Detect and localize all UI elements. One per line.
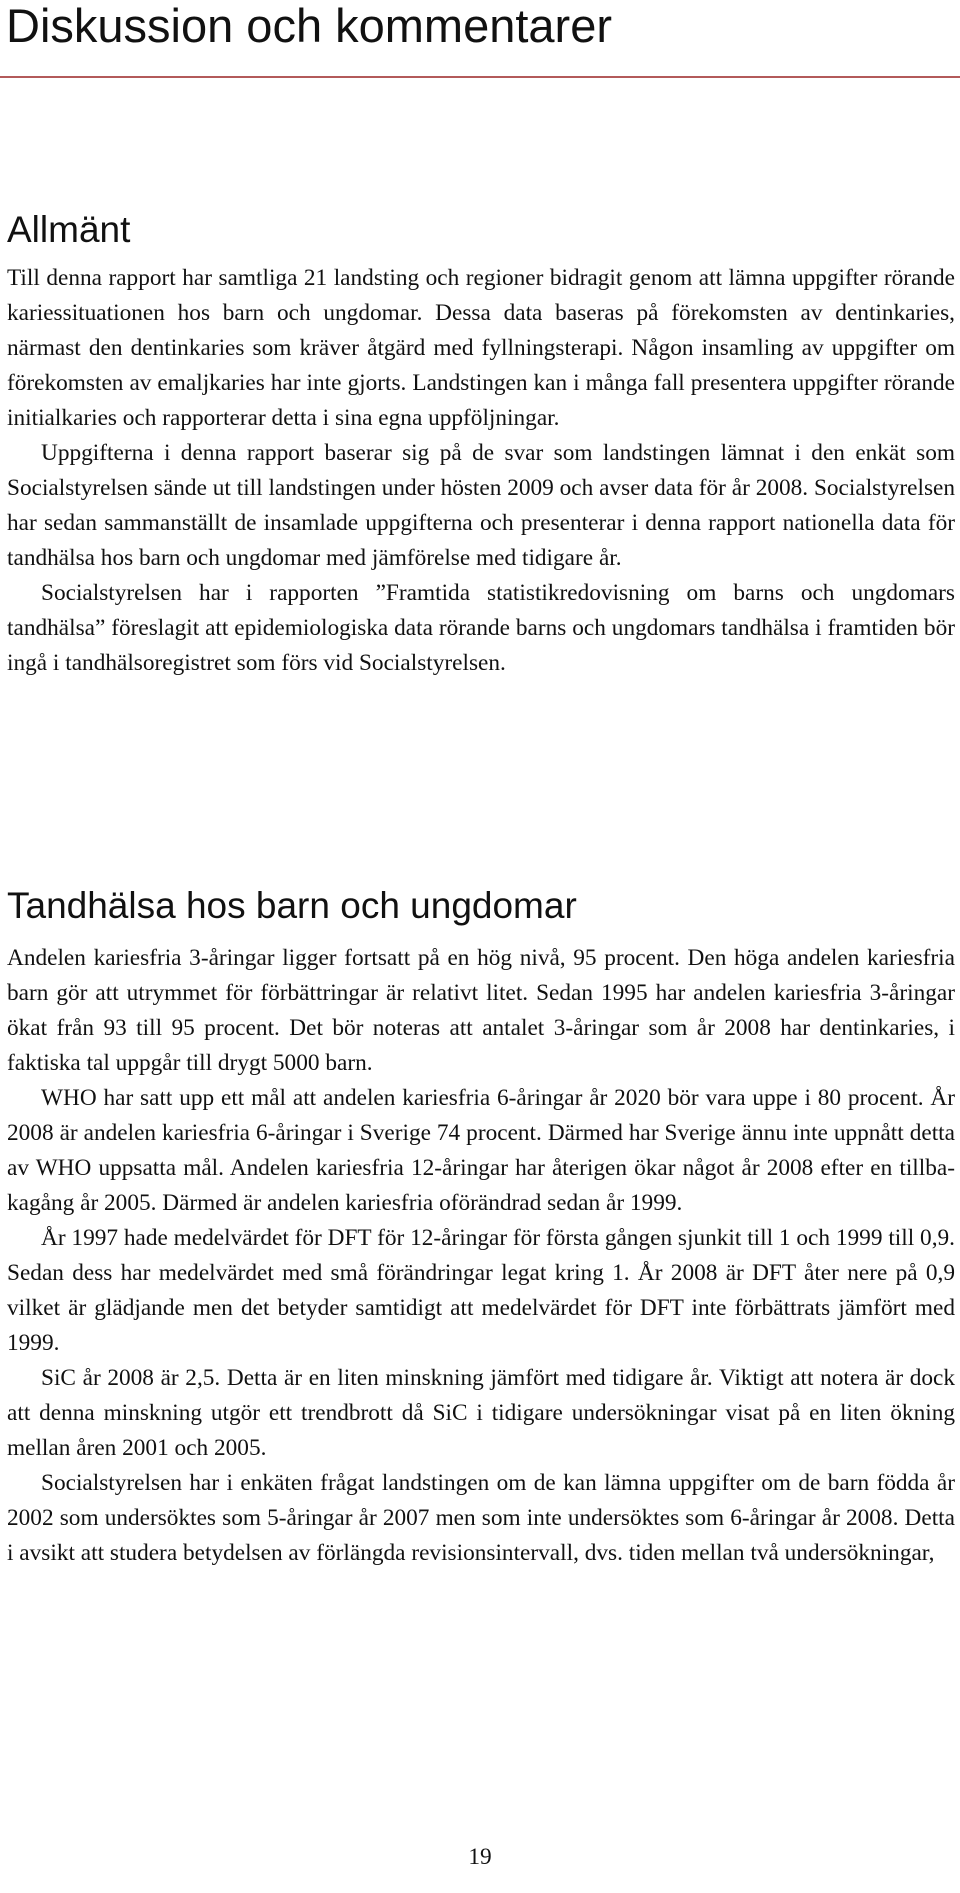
page-number: 19 bbox=[468, 1844, 492, 1870]
paragraph: Till denna rapport har samtliga 21 landsting och regioner bidragit genom att lämna uppgifter rörande kariessituationen hos barn och ungdomar. Dessa data baseras på förekomsten av dentinkaries, närmast den dentinkaries som kräver åtgärd med fyllningsterapi. Någon insamling av uppgifter om förekomsten av emaljkaries har inte gjorts. Landstingen kan i många fall presentera uppgifter rörande initialkaries och rapporterar detta i sina egna uppföljningar. bbox=[7, 265, 955, 431]
paragraph: Socialstyrelsen har i enkäten frågat landstingen om de kan lämna uppgifter om de barn födda år 2002 som undersöktes som 5-åringar år 2007 men som inte undersöktes som 6-åringar år 2008. Detta i avsikt att studera betydelsen av förlängda revisionsintervall, dvs. tiden mellan två undersökningar, bbox=[7, 1470, 955, 1566]
title-rule bbox=[0, 76, 960, 78]
section-body-allmant bbox=[7, 261, 955, 681]
chapter-title: Diskussion och kommentarer bbox=[6, 0, 612, 52]
paragraph: År 1997 hade medelvärdet för DFT för 12-åringar för första gången sjunkit till 1 och 1999 till 0,9. Sedan dess har medelvärdet med små förändringar legat kring 1. År 2008 är DFT åter nere på 0,9 vilket är glädjande men det betyder samtidigt att medelvärdet för DFT inte förbättrats jämfört med 1999. bbox=[7, 1225, 955, 1356]
paragraph: WHO har satt upp ett mål att andelen kariesfria 6-åringar år 2020 bör vara uppe i 80 procent. År 2008 är andelen kariesfria 6-åringar i Sverige 74 procent. Därmed har Sverige ännu inte uppnått detta av WHO uppsatta mål. Andelen kariesfria 12-åringar har återigen ökar något år 2008 efter en tillbakagång år 2005. Därmed är andelen kariesfria oförändrad sedan år 1999. bbox=[7, 1085, 955, 1216]
paragraph: Socialstyrelsen har i rapporten ”Framtida statistikredovisning om barns och ungdomars tandhälsa” föreslagit att epidemiologiska data rörande barns och ungdomars tandhälsa i framtiden bör ingå i tandhälsoregistret som förs vid Socialstyrelsen. bbox=[7, 580, 955, 676]
section-body-tandhalsa bbox=[7, 941, 955, 1571]
paragraph: Andelen kariesfria 3-åringar ligger fortsatt på en hög nivå, 95 procent. Den höga andelen kariesfria barn gör att utrymmet för förbättringar är relativt litet. Sedan 1995 har andelen kariesfria 3-åringar ökat från 93 till 95 procent. Det bör noteras att antalet 3-åringar som år 2008 har dentinkaries, i faktiska tal uppgår till drygt 5000 barn. bbox=[7, 945, 955, 1076]
section-heading-tandhalsa: Tandhälsa hos barn och ungdomar bbox=[7, 885, 577, 926]
paragraph: SiC år 2008 är 2,5. Detta är en liten minskning jämfört med tidigare år. Viktigt att notera är dock att denna minskning utgör ett trendbrott då SiC i tidigare undersökningar visat på en liten ökning mellan åren 2001 och 2005. bbox=[7, 1365, 955, 1461]
paragraph: Uppgifterna i denna rapport baserar sig på de svar som landstingen lämnat i den enkät som Socialstyrelsen sände ut till landstingen under hösten 2009 och avser data för år 2008. Socialstyrelsen har sedan sammanställt de insamlade uppgifterna och presenterar i denna rapport nationella data för tandhälsa hos barn och ungdomar med jämförelse med tidigare år. bbox=[7, 440, 955, 571]
section-heading-allmant: Allmänt bbox=[7, 209, 131, 250]
